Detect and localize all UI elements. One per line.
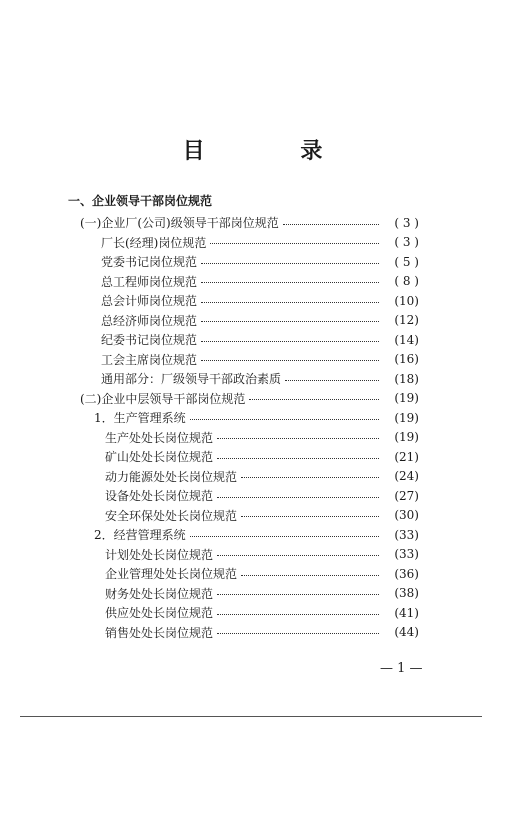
- toc-entry[interactable]: [105, 623, 419, 642]
- leader-dots: [285, 380, 379, 381]
- leader-dots: [210, 243, 379, 244]
- toc-entry[interactable]: [105, 467, 419, 486]
- page-number: — 1 —: [380, 661, 423, 676]
- toc-entry-label: 动力能源处处长岗位规范: [105, 469, 238, 484]
- bottom-rule: [20, 716, 482, 717]
- toc-entry-page: (18): [394, 371, 419, 386]
- toc-entry[interactable]: [101, 291, 419, 310]
- toc-entry-label: (二)企业中层领导干部岗位规范: [80, 391, 246, 406]
- toc-entry-page: (41): [394, 605, 419, 620]
- leader-dots: [201, 302, 379, 303]
- toc-entry-page: (19): [394, 430, 419, 444]
- leader-dots: [217, 497, 379, 498]
- toc-entry-page: (10): [394, 293, 419, 308]
- section-heading: 一、企业领导干部岗位规范: [68, 194, 213, 208]
- leader-dots: [249, 399, 379, 400]
- toc-entry-page: (14): [394, 332, 419, 347]
- leader-dots: [283, 224, 379, 225]
- toc-entry-page: (24): [394, 469, 419, 483]
- toc-entry-label: 财务处处长岗位规范: [105, 586, 214, 601]
- toc-entry[interactable]: [105, 486, 419, 505]
- leader-dots: [201, 341, 379, 342]
- toc-entry-label: 销售处处长岗位规范: [105, 625, 214, 640]
- toc-entry-page: ( 3 ): [394, 215, 419, 230]
- toc-entry-label: 矿山处处长岗位规范: [105, 450, 214, 464]
- toc-entry-page: (30): [394, 508, 419, 522]
- toc-entry-page: (19): [394, 391, 419, 405]
- toc-entry[interactable]: [80, 213, 419, 232]
- toc-entry-label: 总经济师岗位规范: [101, 313, 198, 328]
- toc-entry[interactable]: [105, 506, 419, 525]
- toc-entry-page: (16): [394, 352, 419, 366]
- toc-entry[interactable]: [105, 428, 419, 447]
- leader-dots: [217, 614, 379, 615]
- toc-entry-page: ( 8 ): [394, 274, 419, 288]
- toc-entry-label: 纪委书记岗位规范: [101, 333, 198, 347]
- leader-dots: [217, 458, 379, 459]
- leader-dots: [217, 555, 379, 556]
- toc-entry[interactable]: [94, 525, 419, 544]
- toc-entry-label: 安全环保处处长岗位规范: [105, 508, 238, 523]
- page-title: 目 录: [182, 138, 367, 164]
- toc-entry-label: 总工程师岗位规范: [101, 274, 198, 289]
- leader-dots: [190, 536, 379, 537]
- leader-dots: [201, 360, 379, 361]
- toc-entry-page: (38): [394, 586, 419, 600]
- toc-entry[interactable]: [105, 603, 419, 622]
- leader-dots: [217, 438, 379, 439]
- toc-entry-page: (12): [394, 313, 419, 327]
- toc-entry[interactable]: [101, 369, 419, 388]
- toc-entry-label: 计划处处长岗位规范: [105, 547, 214, 562]
- toc-entry-label: 1．生产管理系统: [94, 411, 186, 425]
- toc-entry-page: (27): [394, 488, 419, 503]
- toc-entry-label: 通用部分：厂级领导干部政治素质: [101, 372, 282, 386]
- leader-dots: [190, 419, 379, 420]
- toc-entry[interactable]: [101, 330, 419, 349]
- toc-entry-label: 2．经营管理系统: [94, 528, 186, 542]
- toc-entry-page: (36): [394, 566, 419, 581]
- toc-entry-label: 总会计师岗位规范: [101, 294, 198, 308]
- toc-entry-page: (44): [394, 625, 419, 639]
- toc-entry[interactable]: [105, 564, 419, 583]
- toc-entry-page: (33): [394, 547, 419, 561]
- toc-entry-page: ( 3 ): [394, 235, 419, 249]
- toc-entry-label: 工会主席岗位规范: [101, 352, 198, 367]
- leader-dots: [217, 594, 379, 595]
- toc-entry-label: 设备处处长岗位规范: [105, 489, 214, 503]
- toc-entry-page: (33): [394, 527, 419, 542]
- leader-dots: [201, 321, 379, 322]
- toc-entry[interactable]: [101, 233, 419, 252]
- toc-entry-page: (21): [394, 449, 419, 464]
- toc-entry-page: ( 5 ): [394, 254, 419, 269]
- toc-entry-label: 企业管理处处长岗位规范: [105, 567, 238, 581]
- toc-entry[interactable]: [80, 389, 419, 408]
- toc-entry-page: (19): [394, 410, 419, 425]
- leader-dots: [241, 516, 379, 517]
- toc-entry-label: 厂长(经理)岗位规范: [101, 235, 207, 250]
- toc-entry[interactable]: [105, 447, 419, 466]
- toc-entry[interactable]: [101, 272, 419, 291]
- toc-entry[interactable]: [101, 350, 419, 369]
- leader-dots: [201, 282, 379, 283]
- toc-entry[interactable]: [101, 252, 419, 271]
- leader-dots: [201, 263, 379, 264]
- toc-entry-label: 生产处处长岗位规范: [105, 430, 214, 445]
- leader-dots: [241, 575, 379, 576]
- leader-dots: [217, 633, 379, 634]
- toc-entry[interactable]: [94, 408, 419, 427]
- toc-entry-label: 供应处处长岗位规范: [105, 606, 214, 620]
- toc-entry[interactable]: [105, 584, 419, 603]
- leader-dots: [241, 477, 379, 478]
- toc-entry-label: 党委书记岗位规范: [101, 255, 198, 269]
- toc-entry-label: (一)企业厂(公司)级领导干部岗位规范: [80, 216, 279, 230]
- toc-entry[interactable]: [105, 545, 419, 564]
- toc-entry[interactable]: [101, 311, 419, 330]
